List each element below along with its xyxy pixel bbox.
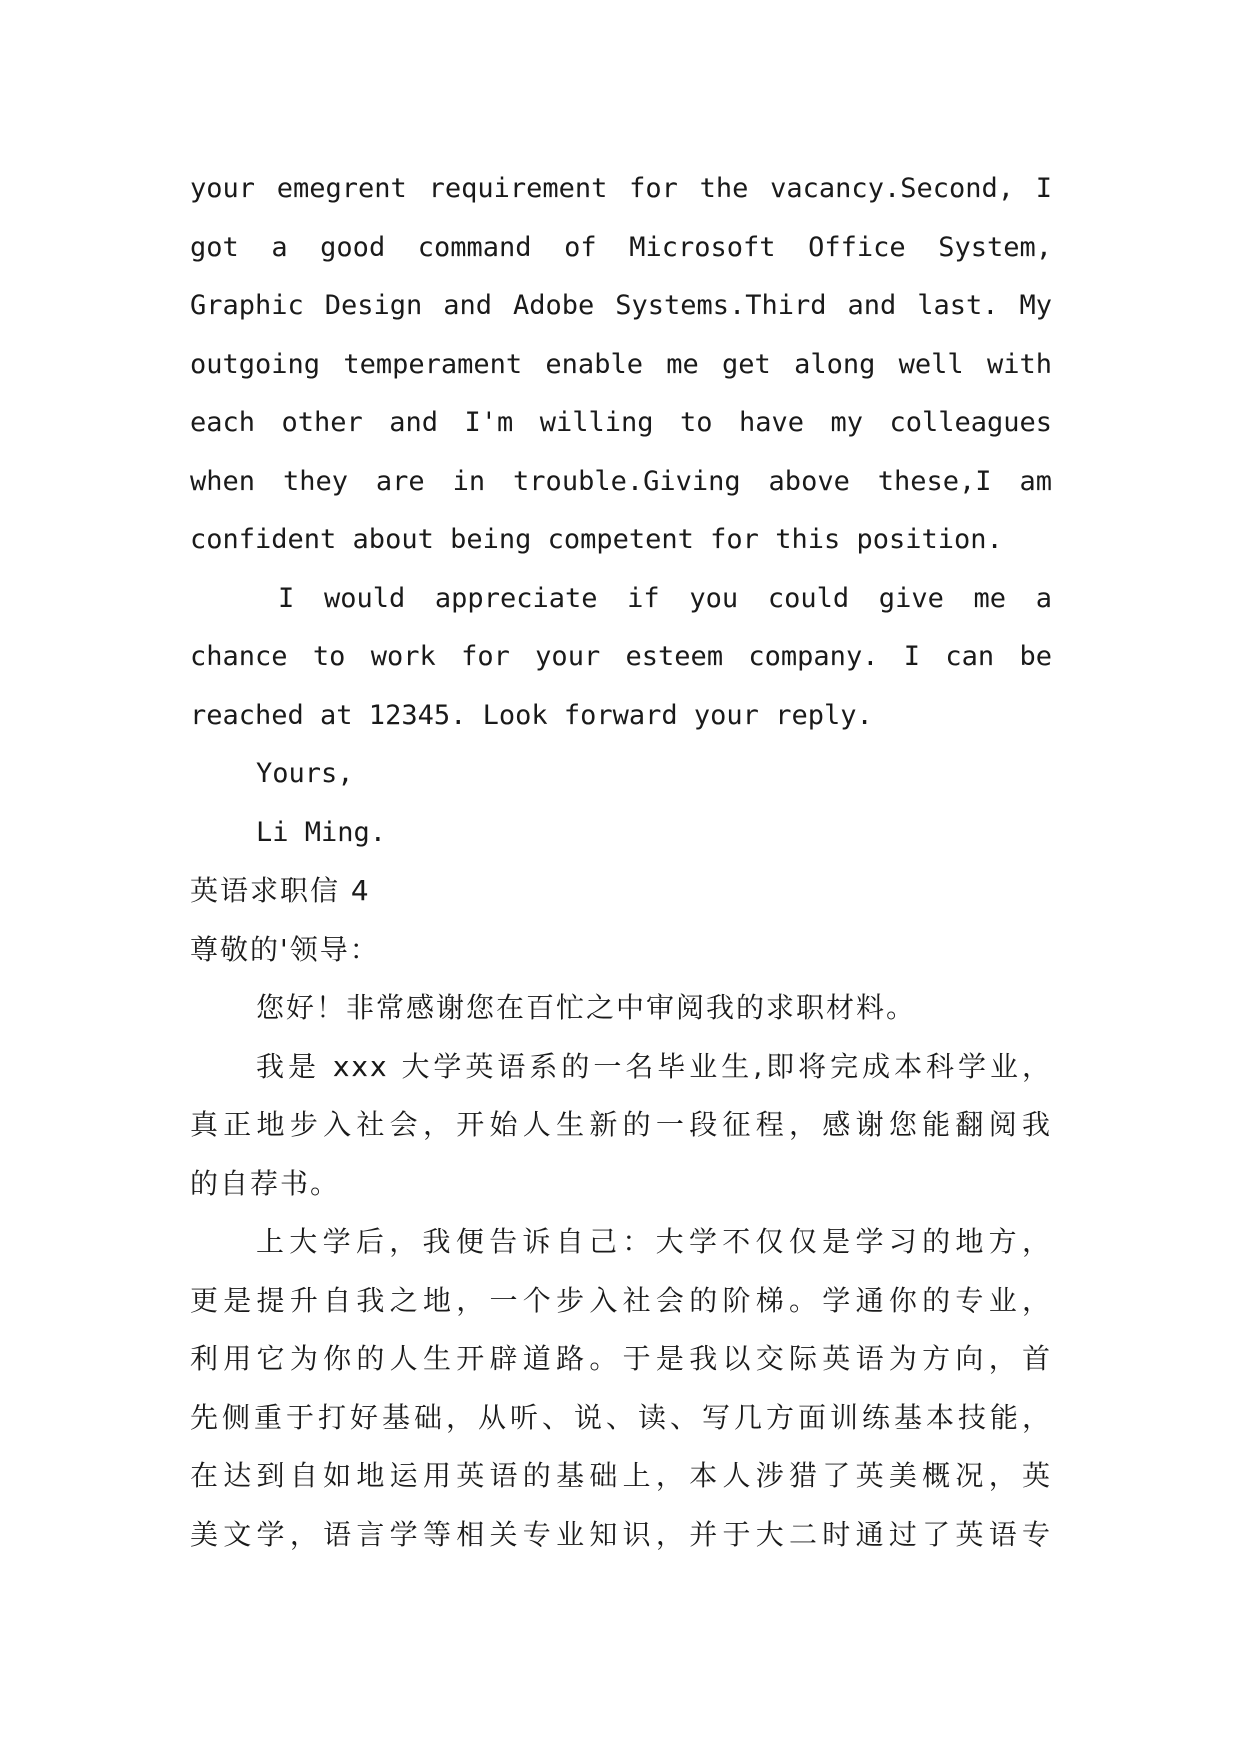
text-line: 在达到自如地运用英语的基础上，本人涉猎了英美概况，英 <box>190 1459 1052 1492</box>
text-line: your emegrent requirement for the vacancy.Second, I <box>190 173 1052 204</box>
text-line: confident about being competent for this position. <box>190 524 1003 555</box>
text-line: Graphic Design and Adobe Systems.Third and last. My <box>190 290 1052 321</box>
text-line: outgoing temperament enable me get along well with <box>190 348 1052 380</box>
text-line: when they are in trouble.Giving above these,I am <box>190 465 1052 497</box>
text-line: 真正地步入社会，开始人生新的一段征程，感谢您能翻阅我 <box>190 1108 1052 1141</box>
english-paragraph-1 <box>190 160 1052 570</box>
text-line: chance to work for your esteem company. I can be <box>190 641 1052 672</box>
text-line: 美文学，语言学等相关专业知识，并于大二时通过了英语专 <box>190 1517 1052 1551</box>
text-line: 更是提升自我之地，一个步入社会的阶梯。学通你的专业， <box>190 1283 1052 1317</box>
chinese-paragraph-1 <box>190 1038 1052 1214</box>
letter-signature: Li Ming. <box>256 816 387 848</box>
english-paragraph-2 <box>190 570 1052 746</box>
text-line: reached at 12345. Look forward your reply. <box>190 699 873 731</box>
text-line: 我是 xxx 大学英语系的一名毕业生,即将完成本科学业， <box>256 1049 1052 1083</box>
chinese-paragraph-2 <box>190 1213 1052 1564</box>
text-line: 利用它为你的人生开辟道路。于是我以交际英语为方向，首 <box>190 1342 1052 1375</box>
salutation: 尊敬的'领导： <box>190 932 380 966</box>
letter-closing: Yours, <box>256 758 354 789</box>
document-page <box>190 160 1052 1564</box>
text-line: 的自荐书。 <box>190 1166 341 1200</box>
text-line: 先侧重于打好基础，从听、说、读、写几方面训练基本技能， <box>190 1400 1052 1434</box>
section-title: 英语求职信 4 <box>190 874 371 907</box>
text-line: I would appreciate if you could give me a <box>278 582 1052 614</box>
text-line: got a good command of Microsoft Office System, <box>190 231 1052 263</box>
greeting-line: 您好！非常感谢您在百忙之中审阅我的求职材料。 <box>256 991 917 1024</box>
text-line: 上大学后，我便告诉自己：大学不仅仅是学习的地方， <box>256 1225 1052 1258</box>
text-line: each other and I'm willing to have my colleagues <box>190 407 1052 438</box>
